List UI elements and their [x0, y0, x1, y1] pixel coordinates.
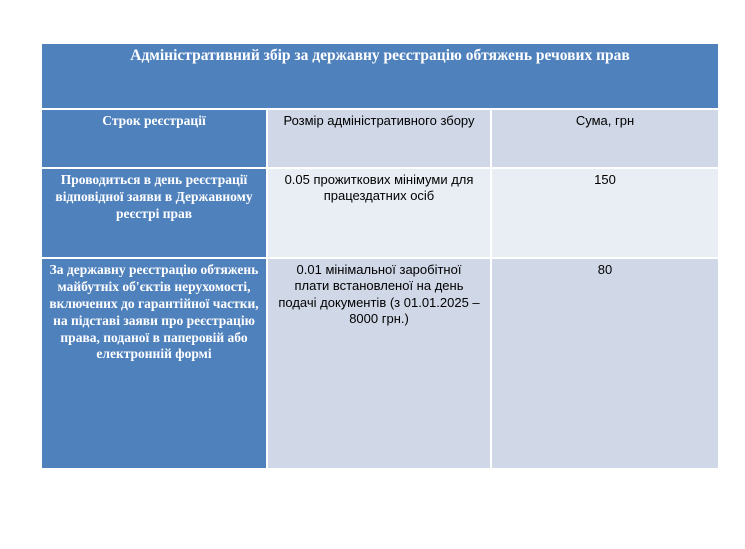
fee-table: [42, 44, 718, 468]
row-1-amount: 150: [492, 169, 718, 257]
header-amount: Сума, грн: [492, 110, 718, 167]
row-1-term: Проводиться в день реєстрації відповідної заяви в Державному реєстрі прав: [42, 169, 266, 257]
row-2-fee: 0.01 мінімальної заробітної плати встановленої на день подачі документів (з 01.01.2025 – 8000 грн.): [268, 259, 490, 468]
row-2-term: За державну реєстрацію обтяжень майбутніх об'єктів нерухомості, включених до гарантійної частки, на підставі заяви про реєстрацію права, поданої в паперовій або електронній формі: [42, 259, 266, 468]
header-fee: Розмір адміністративного збору: [268, 110, 490, 167]
table-title: Адміністративний збір за державну реєстрацію обтяжень речових прав: [42, 44, 718, 108]
row-2-amount: 80: [492, 259, 718, 468]
row-1-fee: 0.05 прожиткових мінімуми для працездатних осіб: [268, 169, 490, 257]
header-term: Строк реєстрації: [42, 110, 266, 167]
